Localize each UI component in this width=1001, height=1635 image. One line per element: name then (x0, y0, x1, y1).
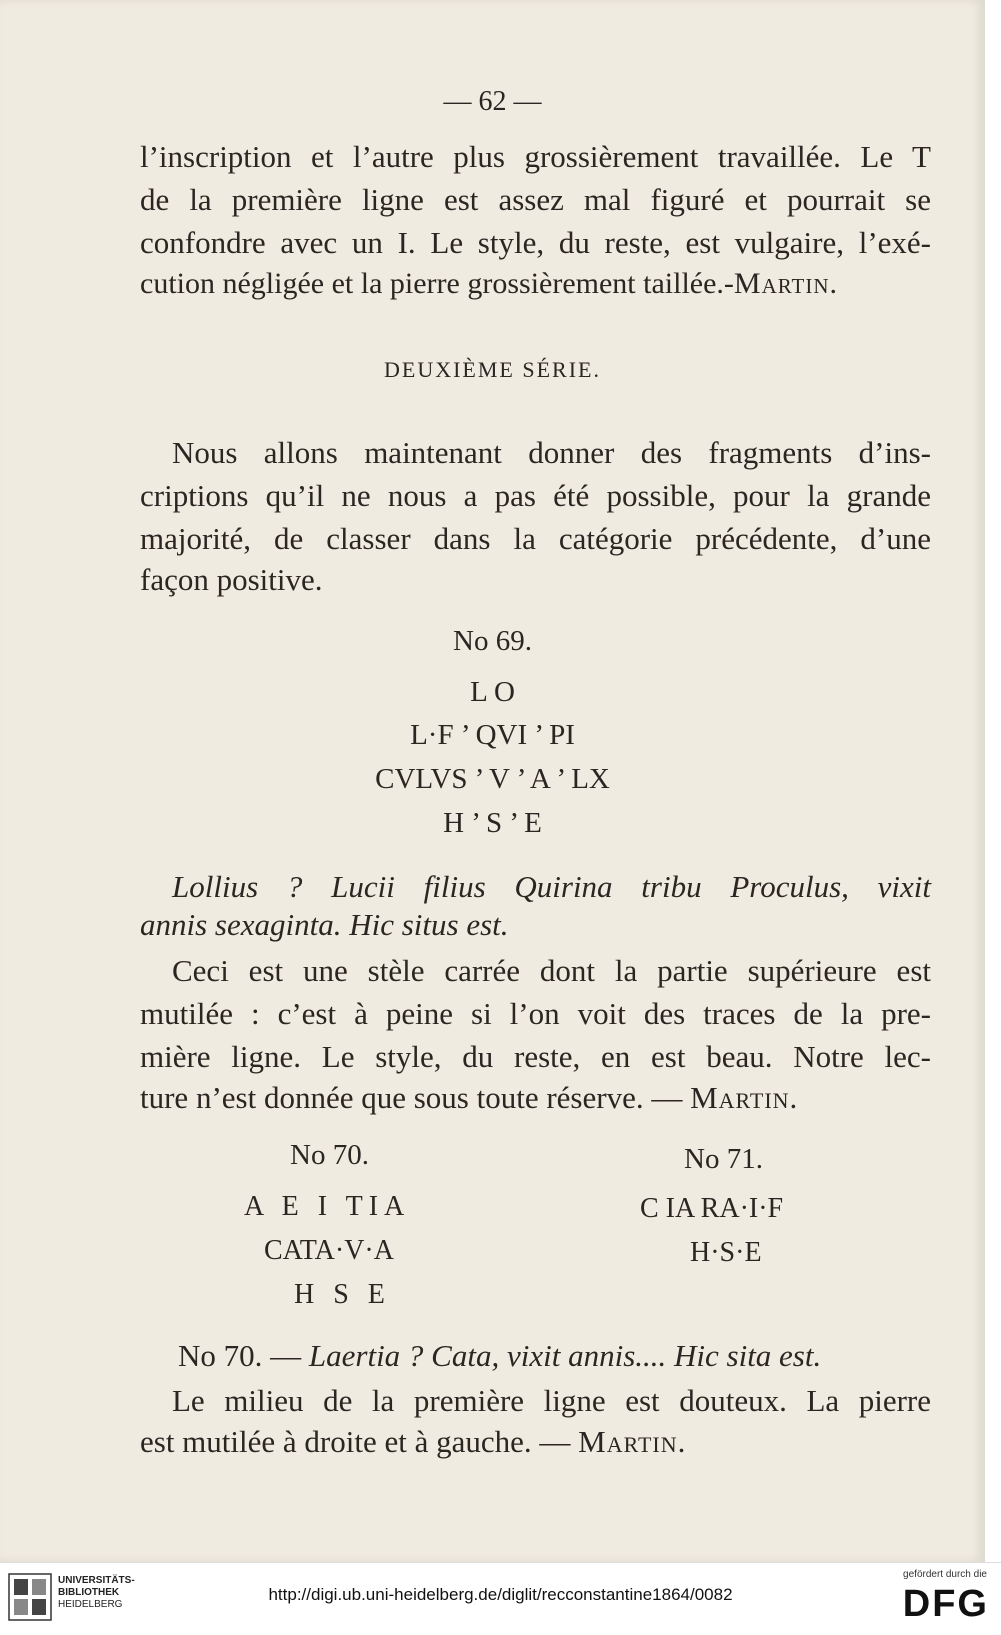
series-heading: DEUXIÈME SÉRIE. (384, 357, 601, 382)
no70-translation: Laertia ? Cata, vixit annis.... Hic sita est. (308, 1338, 822, 1373)
page-number: — 62 — (443, 86, 542, 117)
funding-caption: gefördert durch die (903, 1569, 987, 1580)
commentary-line-2: mutilée : c’est à peine si l’on voit des traces de la pre- (140, 996, 931, 1031)
intro-line-3: confondre avec un I. Le style, du reste, est vulgaire, l’exé- (140, 225, 931, 260)
viewer-footer (0, 1562, 1001, 1635)
inscription-line: C IA RA·I·F (640, 1193, 784, 1224)
institution-line: HEIDELBERG (58, 1599, 123, 1610)
translation-line-1: Lollius ? Lucii filius Quirina tribu Proculus, vixit (172, 869, 931, 904)
dfg-logo: DFG (902, 1583, 989, 1625)
commentary-line-3: mière ligne. Le style, du reste, en est beau. Notre lec- (140, 1039, 931, 1074)
inscription-line: CATA·V·A (264, 1235, 394, 1266)
series-line-2: criptions qu’il ne nous a pas été possible, pour la grande (140, 478, 931, 513)
no70-note-line-2: Le milieu de la première ligne est douteux. La pierre (172, 1383, 931, 1418)
inscription-line: CVLVS ’ V ’ A ’ LX (375, 763, 610, 795)
inscription-line: L O (470, 676, 515, 708)
inscription-line: H ’ S ’ E (443, 807, 542, 839)
no69-heading: No 69. (453, 625, 532, 657)
inscription-line: L·F ’ QVI ’ PI (410, 719, 575, 751)
inscription-line: H S E (294, 1279, 391, 1310)
commentary-author: Martin. (690, 1080, 799, 1115)
no71-heading: No 71. (684, 1143, 763, 1175)
series-line-4: façon positive. (140, 562, 323, 597)
no70-heading: No 70. (290, 1139, 369, 1171)
intro-line-4: cution négligée et la pierre grossièrement taillée.-Martin. (140, 267, 838, 300)
series-line-3: majorité, de classer dans la catégorie précédente, d’une (140, 521, 931, 556)
no70-author: Martin. (578, 1424, 687, 1459)
intro-line-1: l’inscription et l’autre plus grossièrement travaillée. Le T (140, 139, 931, 174)
inscription-line: A E I TIA (244, 1191, 411, 1222)
inscription-line: H·S·E (690, 1237, 762, 1268)
commentary-line-1: Ceci est une stèle carrée dont la partie supérieure est (172, 953, 931, 988)
institution-line: BIBLIOTHEK (58, 1587, 120, 1598)
series-line-1: Nous allons maintenant donner des fragments d’ins- (172, 435, 931, 470)
commentary-line-4: ture n’est donnée que sous toute réserve. — Martin. (140, 1080, 799, 1115)
institution-line: UNIVERSITÄTS- (58, 1575, 135, 1586)
translation-line-2: annis sexaginta. Hic situs est. (140, 907, 509, 942)
no70-note-line-1: No 70. — Laertia ? Cata, vixit annis.... Hic sita est. (178, 1338, 822, 1373)
permalink-url[interactable]: http://digi.ub.uni-heidelberg.de/diglit/recconstantine1864/0082 (268, 1585, 733, 1604)
intro-author: Martin. (733, 267, 838, 300)
no70-note-line-3: est mutilée à droite et à gauche. — Martin. (140, 1424, 687, 1459)
intro-line-2: de la première ligne est assez mal figuré et pourrait se (140, 182, 931, 217)
